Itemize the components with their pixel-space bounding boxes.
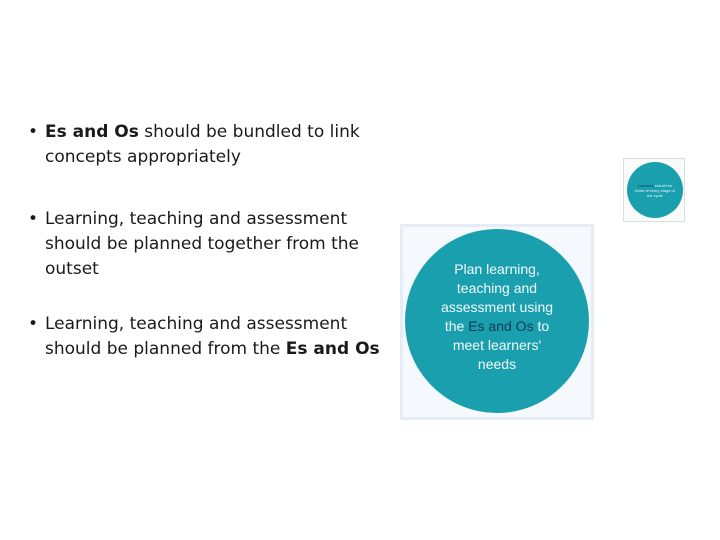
- small-circle-rest: should be heart of every stage of the cycle: [635, 182, 675, 198]
- big-circle-highlight: Es and Os: [468, 318, 534, 334]
- small-circle-text: [633, 183, 677, 198]
- bullet-marker: •: [28, 314, 39, 334]
- bullet-item-bundled: [28, 120, 383, 170]
- small-circle-highlight: Learners: [637, 182, 654, 188]
- bullet-marker: •: [28, 122, 39, 142]
- big-circle-line-1: Plan learning, teaching and assessment using the: [440, 261, 554, 334]
- small-cycle-graphic: [623, 158, 685, 222]
- bullet-text: Learning, teaching and assessment should be planned together from the outset: [45, 209, 359, 279]
- small-teal-circle: [627, 162, 683, 218]
- bullet-marker: •: [28, 209, 39, 229]
- big-circle-text: [432, 260, 562, 374]
- bullet-text: should be bundled to link concepts appropriately: [45, 122, 360, 167]
- bullet-item-planned-together: [28, 207, 383, 282]
- big-teal-circle: [405, 229, 589, 413]
- plan-learning-graphic: [400, 224, 594, 420]
- bullet-text: Learning, teaching and assessment should be planned from the: [45, 314, 348, 359]
- bullet-item-planned-from-es-os: [28, 312, 383, 362]
- bullet-bold-text: Es and Os: [45, 122, 139, 142]
- bullet-list: [28, 120, 383, 399]
- bullet-bold-text: Es and Os: [285, 339, 380, 359]
- big-circle-line-2: to meet learners' needs: [452, 318, 550, 372]
